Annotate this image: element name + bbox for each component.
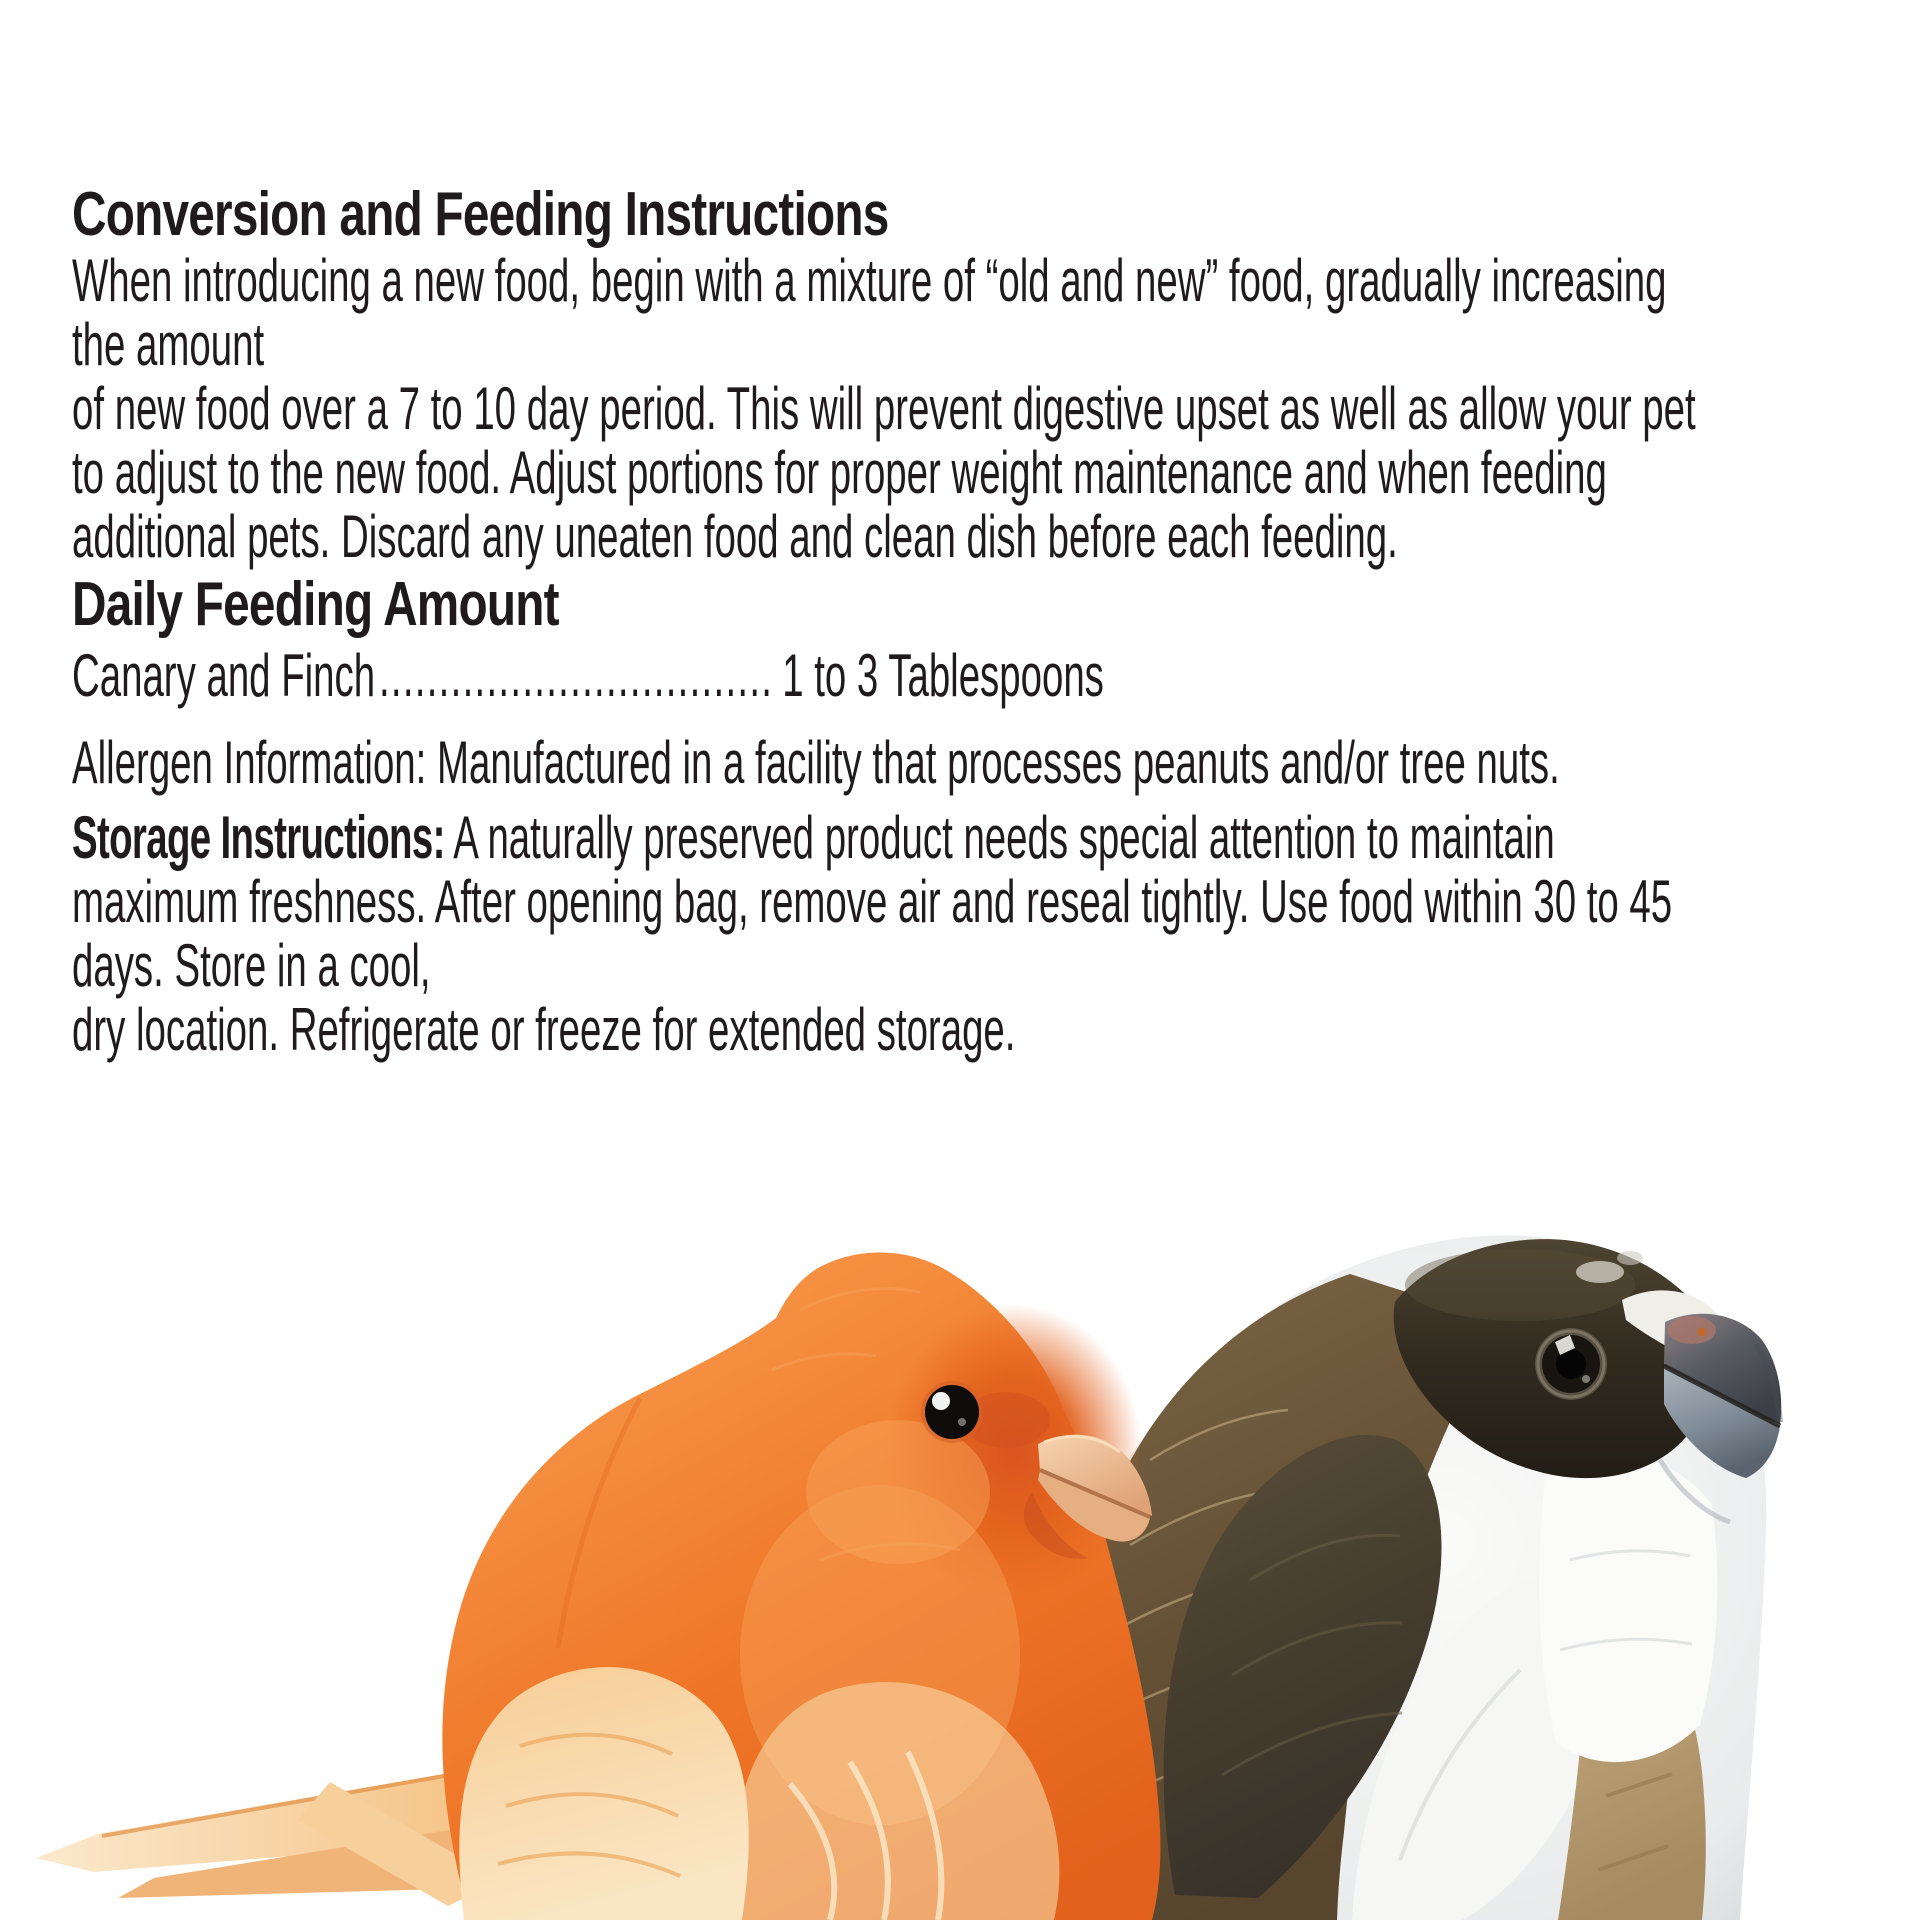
storage-heading: Storage Instructions: <box>72 804 445 871</box>
storage-line-4: dry location. Refrigerate or freeze for extended storage. <box>72 996 1016 1063</box>
conversion-paragraph <box>72 249 1920 569</box>
conversion-section <box>72 180 1132 249</box>
canary-eye <box>921 1381 983 1443</box>
conversion-heading: Conversion and Feeding Instructions <box>72 180 889 249</box>
canary-illustration <box>36 1252 1160 1920</box>
allergen-section <box>72 731 1920 795</box>
conversion-line-2: the amount <box>72 311 265 378</box>
conversion-line-3: of new food over a 7 to 10 day period. This will prevent digestive upset as well as allow your pet <box>72 375 1696 442</box>
daily-feeding-row <box>72 644 1684 708</box>
allergen-text: Allergen Information: Manufactured in a facility that processes peanuts and/or tree nuts. <box>72 729 1560 796</box>
conversion-line-1: When introducing a new food, begin with a mixture of “old and new” food, gradually increasing <box>72 247 1667 314</box>
feeding-amount: 1 to 3 Tablespoons <box>782 642 1104 709</box>
storage-section <box>72 806 1920 1062</box>
finch-head-sheen <box>1405 1249 1635 1321</box>
storage-line-2: maximum freshness. After opening bag, remove air and reseal tightly. Use food within 30 to 45 <box>72 868 1673 935</box>
daily-feeding-section <box>72 570 704 639</box>
daily-feeding-heading: Daily Feeding Amount <box>72 570 559 639</box>
finch-eye <box>1535 1328 1607 1400</box>
conversion-line-4: to adjust to the new food. Adjust portions for proper weight maintenance and when feeding <box>72 439 1607 506</box>
storage-line-3: days. Store in a cool, <box>72 932 431 999</box>
leader-dots: ................................. <box>378 642 774 709</box>
feeding-species: Canary and Finch <box>72 642 376 709</box>
conversion-line-5: additional pets. Discard any uneaten food and clean dish before each feeding. <box>72 503 1398 570</box>
storage-lead-rest: A naturally preserved product needs special attention to maintain <box>444 804 1555 871</box>
